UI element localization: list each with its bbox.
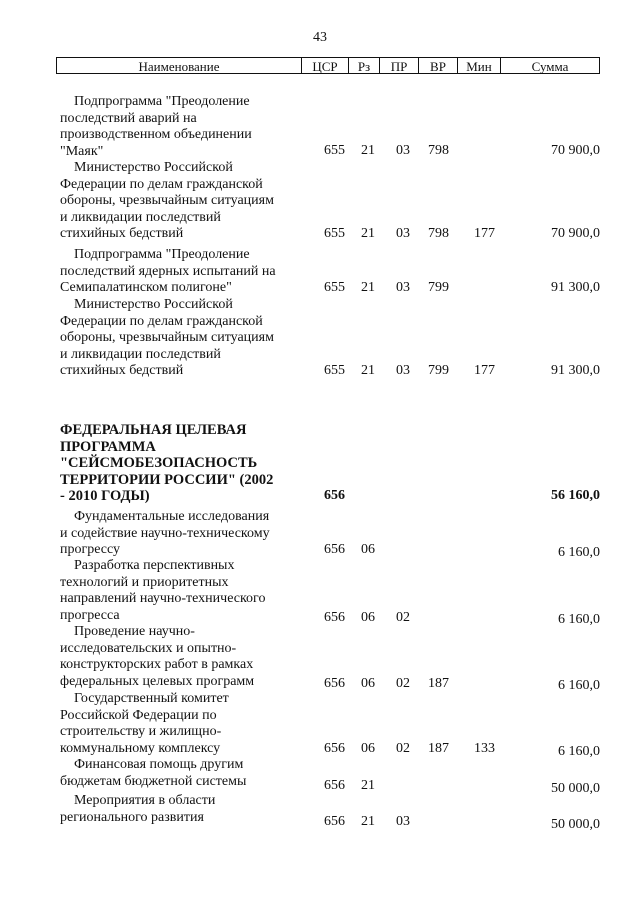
row-sum: 50 000,0 (551, 817, 600, 832)
row-vr: 187 (428, 741, 449, 756)
row-csr: 656 (324, 676, 345, 691)
row-csr: 655 (324, 143, 345, 158)
row-pr: 03 (396, 363, 410, 378)
table-header (56, 57, 600, 74)
row-name: Финансовая помощь другим бюджетам бюджетной системы (60, 757, 247, 789)
row-vr: 798 (428, 143, 449, 158)
row-sum: 50 000,0 (551, 781, 600, 796)
header-min: Мин (457, 58, 500, 73)
row-csr: 655 (324, 226, 345, 241)
row-sum: 91 300,0 (551, 363, 600, 378)
header-vr: ВР (418, 58, 457, 73)
row-pr: 02 (396, 676, 410, 691)
row-name: Подпрограмма "Преодоление последствий ядерных испытаний на Семипалатинском полигоне" (60, 247, 276, 295)
row-name: Проведение научно-исследовательских и опытно-конструкторских работ в рамках федеральных целевых программ (60, 624, 255, 689)
row-pr: 03 (396, 143, 410, 158)
row-min: 177 (474, 363, 495, 378)
row-pr: 03 (396, 226, 410, 241)
row-csr: 656 (324, 542, 345, 557)
header-rz: Рз (348, 58, 379, 73)
row-csr: 655 (324, 280, 345, 295)
row-name: Подпрограмма "Преодоление последствий аварий на производственном объединении "Маяк" (60, 94, 252, 159)
row-rz: 06 (361, 676, 375, 691)
row-rz: 21 (361, 363, 375, 378)
row-rz: 21 (361, 814, 375, 829)
row-sum: 70 900,0 (551, 143, 600, 158)
header-name: Наименование (138, 59, 220, 74)
row-vr: 187 (428, 676, 449, 691)
row-sum: 6 160,0 (558, 545, 600, 560)
row-rz: 06 (361, 542, 375, 557)
row-pr: 03 (396, 280, 410, 295)
row-sum: 91 300,0 (551, 280, 600, 295)
row-csr: 655 (324, 363, 345, 378)
row-name: Министерство Российской Федерации по делам гражданской обороны, чрезвычайным ситуациям и ликвидации последствий стихийных бедствий (60, 160, 274, 241)
header-sum: Сумма (500, 58, 599, 73)
row-min: 177 (474, 226, 495, 241)
row-vr: 799 (428, 363, 449, 378)
row-sum: 6 160,0 (558, 744, 600, 759)
row-rz: 21 (361, 226, 375, 241)
row-pr: 02 (396, 610, 410, 625)
row-csr: 656 (324, 814, 345, 829)
row-rz: 06 (361, 741, 375, 756)
row-csr: 656 (324, 610, 345, 625)
row-name: Фундаментальные исследования и содействие научно-техническому прогрессу (60, 509, 270, 557)
program-title: ФЕДЕРАЛЬНАЯ ЦЕЛЕВАЯ ПРОГРАММА "СЕЙСМОБЕЗОПАСНОСТЬ ТЕРРИТОРИИ РОССИИ" (2002 - 2010 ГОДЫ) (60, 422, 274, 504)
page-number: 43 (313, 30, 327, 45)
row-pr: 03 (396, 814, 410, 829)
row-pr: 02 (396, 741, 410, 756)
row-name: Разработка перспективных технологий и приоритетных направлений научно-технического прогресса (60, 558, 266, 623)
row-name: Мероприятия в области регионального развития (60, 793, 216, 825)
row-sum: 70 900,0 (551, 226, 600, 241)
header-csr: ЦСР (301, 58, 348, 73)
header-pr: ПР (379, 58, 418, 73)
row-csr: 656 (324, 488, 345, 503)
row-vr: 798 (428, 226, 449, 241)
row-vr: 799 (428, 280, 449, 295)
row-sum: 6 160,0 (558, 612, 600, 627)
row-rz: 21 (361, 280, 375, 295)
row-rz: 06 (361, 610, 375, 625)
row-sum: 56 160,0 (551, 488, 600, 503)
row-rz: 21 (361, 143, 375, 158)
row-sum: 6 160,0 (558, 678, 600, 693)
row-rz: 21 (361, 778, 375, 793)
row-min: 133 (474, 741, 495, 756)
row-name: Министерство Российской Федерации по делам гражданской обороны, чрезвычайным ситуациям и ликвидации последствий стихийных бедствий (60, 297, 274, 378)
row-csr: 656 (324, 778, 345, 793)
row-name: Государственный комитет Российской Федерации по строительству и жилищно-коммунальному комплексу (60, 691, 229, 756)
row-csr: 656 (324, 741, 345, 756)
